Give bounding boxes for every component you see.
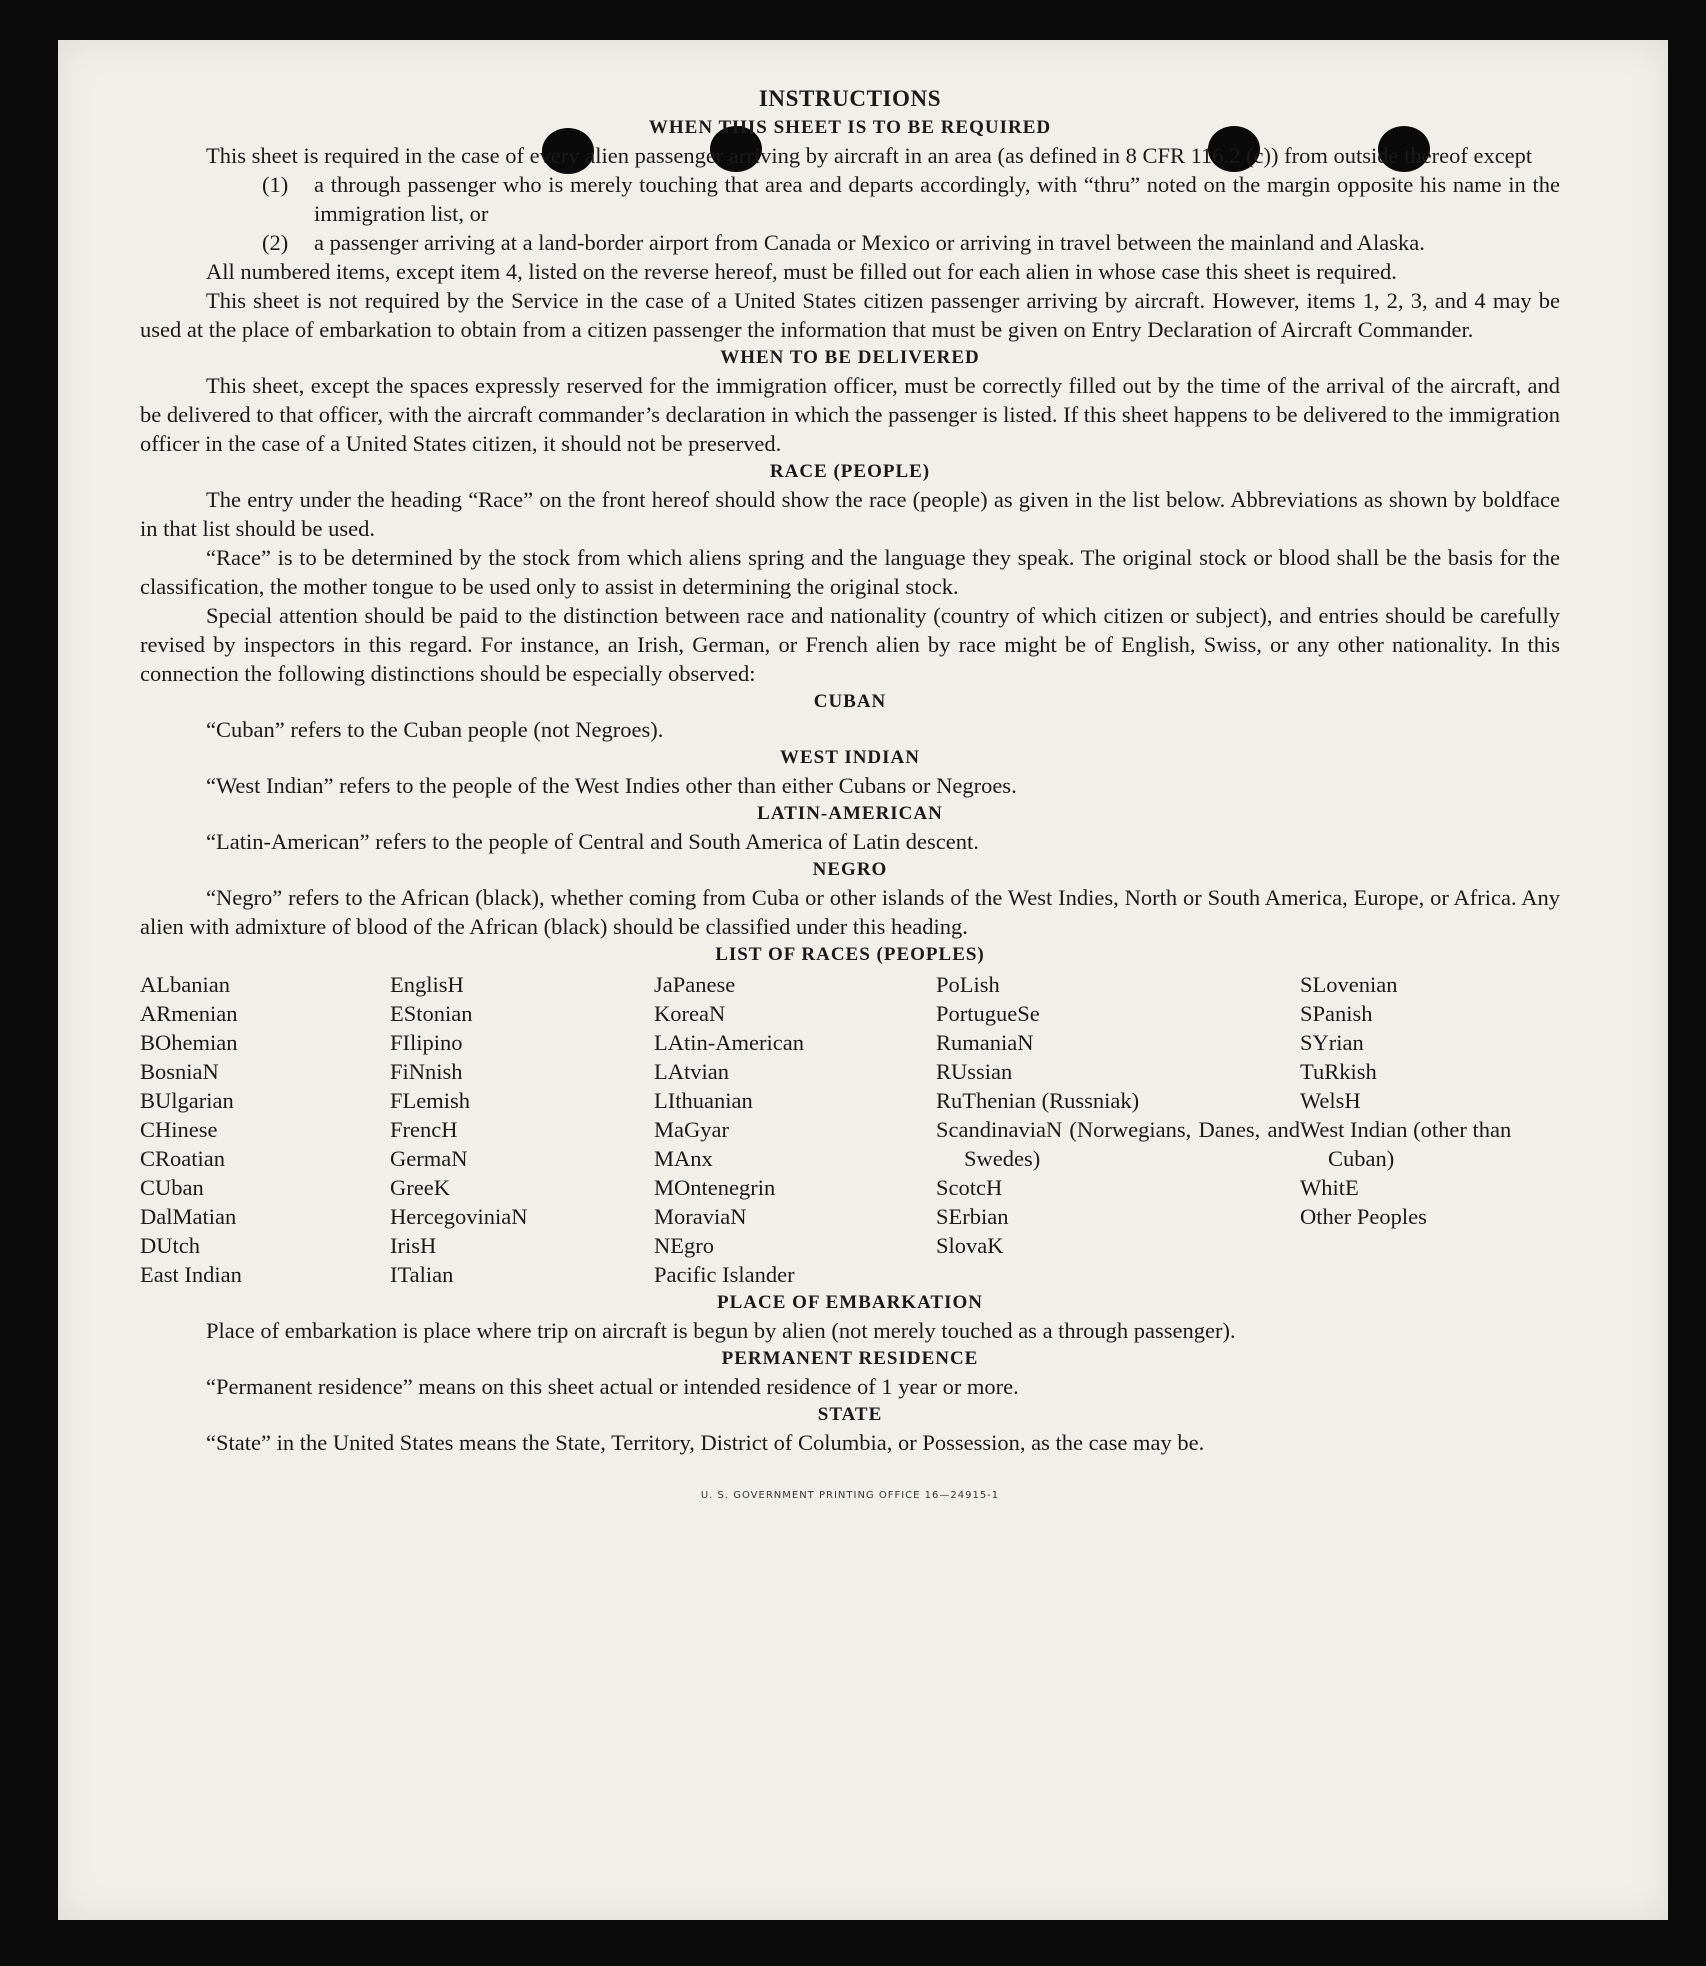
race-item: CHinese <box>140 1117 218 1142</box>
race-item: SErbian <box>936 1204 1009 1229</box>
race-item: ARmenian <box>140 1001 238 1026</box>
race-item: NEgro <box>654 1233 714 1258</box>
race-item: Pacific Islander <box>654 1262 795 1287</box>
race-item: MOntenegrin <box>654 1175 776 1200</box>
race-item: BUlgarian <box>140 1088 234 1113</box>
race-item: West Indian (other than Cuban) <box>1300 1117 1512 1171</box>
race-column <box>140 970 390 1289</box>
section-heading-race: RACE (PEOPLE) <box>769 461 931 482</box>
race-item: GermaN <box>390 1146 468 1171</box>
race-item: GreeK <box>390 1175 450 1200</box>
paragraph: “Race” is to be determined by the stock from which aliens spring and the language they speak. The original stock or blood shall be the basis for the classification, the mother tongue to be used only to assist in determining the original stock. <box>140 545 1560 599</box>
list-item <box>262 228 1560 257</box>
section-heading-residence: PERMANENT RESIDENCE <box>721 1348 979 1369</box>
race-item: SlovaK <box>936 1233 1004 1258</box>
paragraph: Place of embarkation is place where trip on aircraft is begun by alien (not merely touched as a through passenger). <box>206 1318 1236 1343</box>
paragraph: Special attention should be paid to the distinction between race and nationality (country of which citizen or subject), and entries should be carefully revised by inspectors in this regard. For instance, an Irish, German, or French alien by race might be of English, Swiss, or any other nationality. In this connection the following distinctions should be especially observed: <box>140 603 1560 686</box>
race-item: FLemish <box>390 1088 471 1113</box>
race-item: ALbanian <box>140 972 230 997</box>
race-item: WelsH <box>1300 1088 1361 1113</box>
list-item-text: a through passenger who is merely touching that area and departs accordingly, with “thru” noted on the margin opposite his name in the immigration list, or <box>314 172 1560 226</box>
race-item: DalMatian <box>140 1204 237 1229</box>
section-heading-list-of-races: LIST OF RACES (PEOPLES) <box>715 944 985 965</box>
race-item: ScandinaviaN (Norwegians, Danes, and Swedes) <box>936 1117 1300 1171</box>
list-item-number: (1) <box>262 172 289 197</box>
race-item: RuThenian (Russniak) <box>936 1088 1140 1113</box>
race-item: East Indian <box>140 1262 242 1287</box>
race-column <box>1300 970 1560 1289</box>
race-item: CRoatian <box>140 1146 225 1171</box>
race-column <box>936 970 1300 1289</box>
race-item: PoLish <box>936 972 1000 997</box>
race-item: BOhemian <box>140 1030 238 1055</box>
race-column <box>654 970 936 1289</box>
race-item: RUssian <box>936 1059 1013 1084</box>
race-item: Other Peoples <box>1300 1204 1427 1229</box>
race-item: LAtvian <box>654 1059 729 1084</box>
section-heading-when-required: WHEN THIS SHEET IS TO BE REQUIRED <box>648 117 1052 138</box>
race-list <box>140 970 1560 1289</box>
section-heading-state: STATE <box>817 1404 883 1425</box>
list-item <box>262 170 1560 228</box>
race-item: MaGyar <box>654 1117 729 1142</box>
race-item: HercegoviniaN <box>390 1204 528 1229</box>
section-heading-negro: NEGRO <box>812 859 888 880</box>
race-item: MoraviaN <box>654 1204 747 1229</box>
race-item: SPanish <box>1300 1001 1373 1026</box>
paragraph: “State” in the United States means the State, Territory, District of Columbia, or Possession, as the case may be. <box>206 1430 1205 1455</box>
list-item-number: (2) <box>262 230 289 255</box>
race-item: JaPanese <box>654 972 736 997</box>
race-item: DUtch <box>140 1233 200 1258</box>
race-item: BosniaN <box>140 1059 219 1084</box>
paragraph: This sheet, except the spaces expressly reserved for the immigration officer, must be correctly filled out by the time of the arrival of the aircraft, and be delivered to that officer, with the aircraft commander’s declaration in which the passenger is listed. If this sheet happens to be delivered to the immigration officer in the case of a United States citizen, it should not be preserved. <box>140 373 1560 456</box>
section-heading-cuban: CUBAN <box>813 691 887 712</box>
race-item: MAnx <box>654 1146 713 1171</box>
document-content <box>140 84 1560 1510</box>
race-item: EStonian <box>390 1001 473 1026</box>
race-item: KoreaN <box>654 1001 726 1026</box>
race-item: ITalian <box>390 1262 454 1287</box>
paragraph: “Latin-American” refers to the people of Central and South America of Latin descent. <box>206 829 979 854</box>
race-item: CUban <box>140 1175 204 1200</box>
paragraph: “West Indian” refers to the people of the West Indies other than either Cubans or Negroes. <box>206 773 1017 798</box>
race-item: SLovenian <box>1300 972 1398 997</box>
race-item: SYrian <box>1300 1030 1364 1055</box>
section-heading-embarkation: PLACE OF EMBARKATION <box>717 1292 983 1313</box>
section-heading-latin-american: LATIN-AMERICAN <box>757 803 943 824</box>
race-item: LIthuanian <box>654 1088 753 1113</box>
paragraph: This sheet is not required by the Service in the case of a United States citizen passenger arriving by aircraft. However, items 1, 2, 3, and 4 may be used at the place of embarkation to obtain from a citizen passenger the information that must be given on Entry Declaration of Aircraft Commander. <box>140 288 1560 342</box>
race-item: RumaniaN <box>936 1030 1034 1055</box>
page-title: INSTRUCTIONS <box>758 86 942 111</box>
section-heading-when-delivered: WHEN TO BE DELIVERED <box>720 347 980 368</box>
race-column <box>390 970 654 1289</box>
paragraph: “Permanent residence” means on this sheet actual or intended residence of 1 year or more. <box>206 1374 1019 1399</box>
paragraph: The entry under the heading “Race” on the front hereof should show the race (people) as given in the list below. Abbreviations as shown by boldface in that list should be used. <box>140 487 1560 541</box>
race-item: FIlipino <box>390 1030 463 1055</box>
race-item: FiNnish <box>390 1059 463 1084</box>
race-item: IrisH <box>390 1233 437 1258</box>
race-item: EnglisH <box>390 972 464 997</box>
paragraph: “Negro” refers to the African (black), whether coming from Cuba or other islands of the West Indies, North or South America, Europe, or Africa. Any alien with admixture of blood of the African (black) should be classified under this heading. <box>140 885 1560 939</box>
paragraph: This sheet is required in the case of every alien passenger arriving by aircraft in an area (as defined in 8 CFR 116.2 (c)) from outside thereof except <box>206 143 1533 168</box>
race-item: WhitE <box>1300 1175 1359 1200</box>
list-item-text: a passenger arriving at a land-border airport from Canada or Mexico or arriving in travel between the mainland and Alaska. <box>314 230 1425 255</box>
paragraph: “Cuban” refers to the Cuban people (not Negroes). <box>206 717 664 742</box>
race-item: ScotcH <box>936 1175 1003 1200</box>
race-item: TuRkish <box>1300 1059 1377 1084</box>
paragraph: All numbered items, except item 4, listed on the reverse hereof, must be filled out for each alien in whose case this sheet is required. <box>206 259 1397 284</box>
race-item: PortugueSe <box>936 1001 1040 1026</box>
section-heading-west-indian: WEST INDIAN <box>780 747 920 768</box>
race-item: FrencH <box>390 1117 458 1142</box>
race-item: LAtin-American <box>654 1030 804 1055</box>
printer-imprint: U. S. GOVERNMENT PRINTING OFFICE 16—24915-1 <box>700 1490 1000 1501</box>
